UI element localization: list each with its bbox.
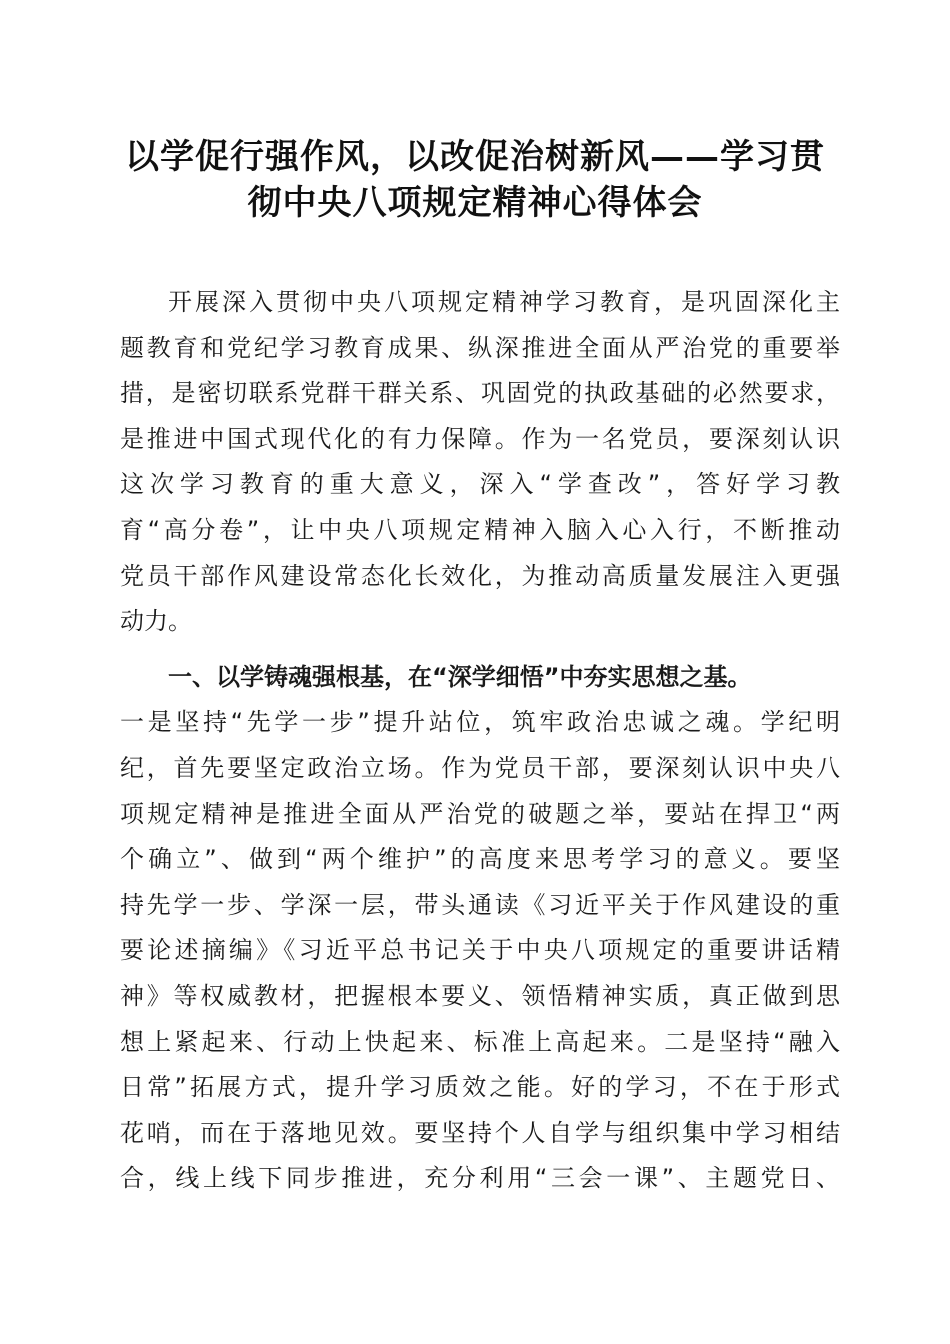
text-line: 合，线上线下同步推进，充分利用“三会一课”、主题党日、: [120, 1164, 840, 1193]
text-line: 想上紧起来、行动上快起来、标准上高起来。二是坚持“融入: [120, 1027, 840, 1056]
text-line: 党员干部作风建设常态化长效化，为推动高质量发展注入更强: [120, 561, 840, 590]
text-line: 要论述摘编》《习近平总书记关于中央八项规定的重要讲话精: [120, 936, 840, 965]
text-line: 是推进中国式现代化的有力保障。作为一名党员，要深刻认识: [120, 424, 840, 453]
paragraph-intro: [120, 280, 840, 645]
text-line: 日常”拓展方式，提升学习质效之能。好的学习，不在于形式: [120, 1073, 840, 1102]
document-body: [120, 280, 840, 1202]
section-heading: 一、以学铸魂强根基，在“深学细悟”中夯实思想之基。: [168, 662, 752, 691]
title-line-1: 以学促行强作风，以改促治树新风——学习贯: [125, 137, 825, 177]
text-line: 动力。: [120, 607, 192, 636]
document-title: [100, 134, 850, 226]
text-line: 开展深入贯彻中央八项规定精神学习教育，是巩固深化主: [168, 288, 840, 316]
text-line: 题教育和党纪学习教育成果、纵深推进全面从严治党的重要举: [120, 333, 840, 362]
text-line: 纪，首先要坚定政治立场。作为党员干部，要深刻认识中央八: [120, 753, 840, 782]
title-line-2: 彻中央八项规定精神心得体会: [247, 183, 703, 223]
section-1: [120, 655, 840, 1202]
text-line: 神》等权威教材，把握根本要义、领悟精神实质，真正做到思: [120, 981, 840, 1010]
text-line: 这次学习教育的重大意义，深入“学查改”，答好学习教: [120, 470, 840, 499]
text-line: 花哨，而在于落地见效。要坚持个人自学与组织集中学习相结: [120, 1118, 840, 1147]
text-line: 个确立”、做到“两个维护”的高度来思考学习的意义。要坚: [120, 845, 840, 874]
text-line: 项规定精神是推进全面从严治党的破题之举，要站在捍卫“两: [120, 799, 840, 828]
text-line: 一是坚持“先学一步”提升站位，筑牢政治忠诚之魂。学纪明: [120, 708, 840, 737]
text-line: 措，是密切联系党群干群关系、巩固党的执政基础的必然要求，: [120, 379, 840, 408]
text-line: 育“高分卷”，让中央八项规定精神入脑入心入行，不断推动: [120, 515, 840, 544]
text-line: 持先学一步、学深一层，带头通读《习近平关于作风建设的重: [120, 890, 840, 919]
